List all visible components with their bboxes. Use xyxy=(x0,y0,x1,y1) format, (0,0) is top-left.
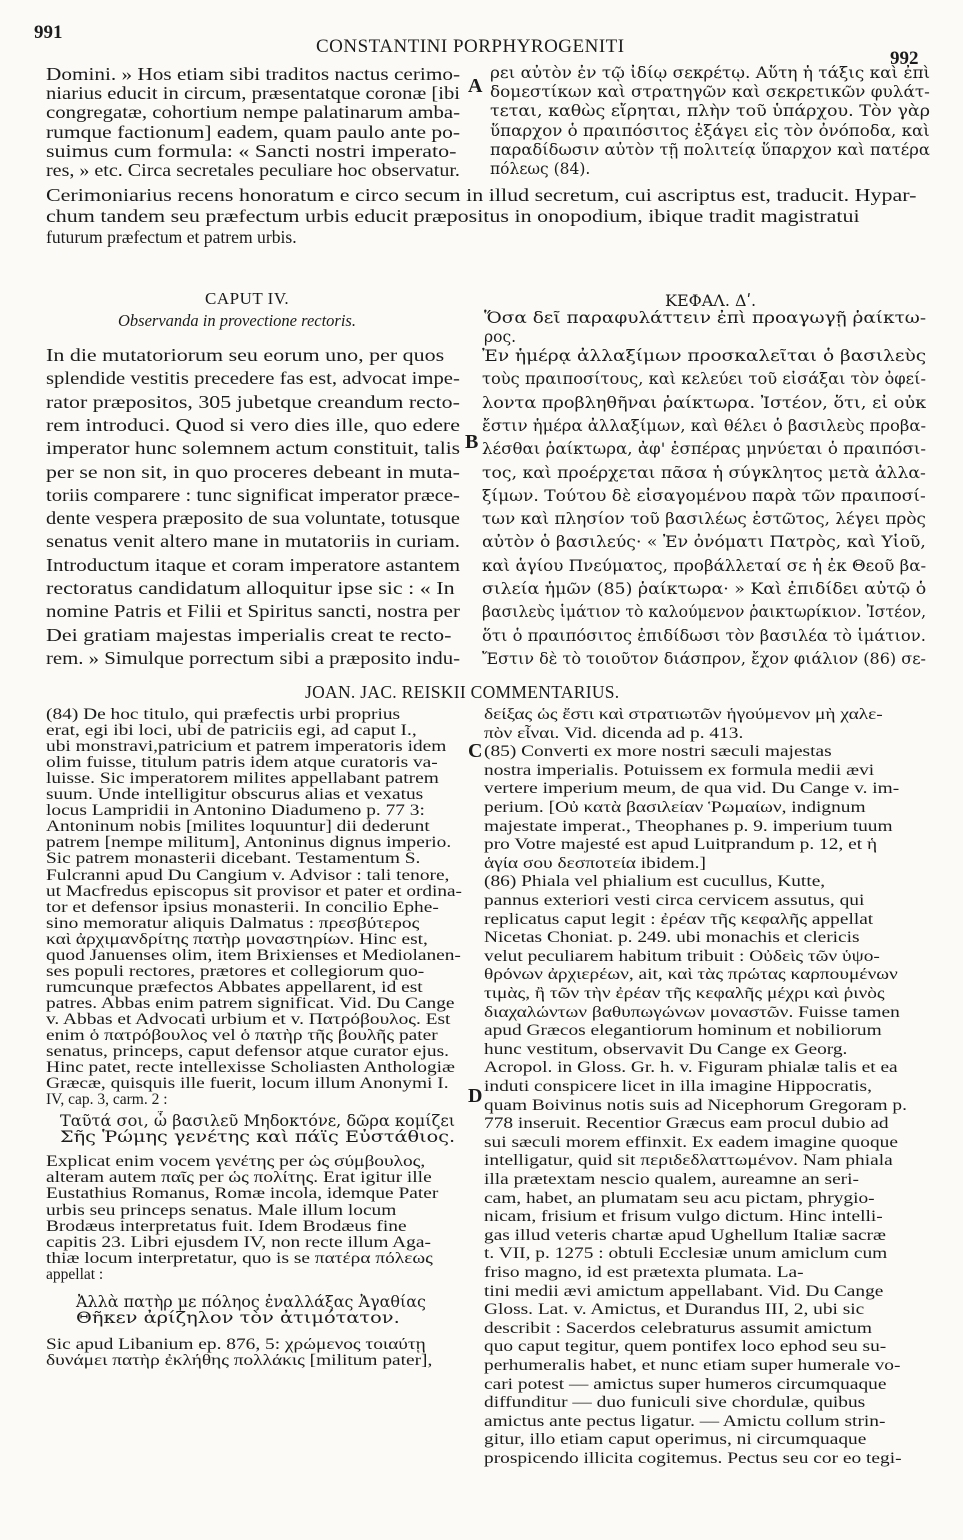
text-line: sui sæculi morem effinxit. Ex eadem imagine quoque xyxy=(484,1133,898,1151)
text-line: thiæ locum interpretatur, quo is se πατέρα πόλεως xyxy=(46,1249,433,1267)
text-line: διαχαλώντων βαθυπωγώνων μοναστῶν. Fuisse tamen xyxy=(484,1003,900,1021)
text-line: τοὺς πραιποσίτους, καὶ κελεύει τοῦ εἰσάξαι τὸν ὀφεί- xyxy=(482,370,926,389)
text-line: locus Lampridii in Antonino Diadumeno p. 77 3: xyxy=(46,802,425,820)
text-line: rumcunque præfectos Abbates appellarent, id est xyxy=(46,978,423,996)
text-line: gas illud veteris chartæ apud Ughellum Italiæ sacræ xyxy=(484,1226,886,1244)
text-line: τεται, καθὼς εἴρηται, πλὴν τοῦ ὑπάρχου. Τὸν γὰρ xyxy=(490,102,930,121)
text-line: Ἀλλὰ πατὴρ με πόληος ἐναλλάξας Ἀγαθίας xyxy=(76,1292,427,1311)
text-line: diffunditur — duo funiculi sive chordulæ, quibus xyxy=(484,1394,866,1412)
column-marker-d: D xyxy=(468,1085,483,1107)
text-line: tini medii ævi amictum appellabant. Vid. Du Cange xyxy=(484,1282,884,1300)
text-line: nostra imperialis. Potuissem ex formula medii ævi xyxy=(484,761,875,779)
text-line: Nicetas Choniat. p. 249. ubi monachis et clericis xyxy=(484,929,860,947)
text-line: patrem [nempe militum], Antoninus dignus imperio. xyxy=(46,834,452,852)
text-line: congregatæ, cohortium nempe palatinarum amba- xyxy=(46,102,461,123)
page-number-left: 991 xyxy=(34,22,63,43)
text-line: perium. [Οὐ κατὰ βασιλείαν Ῥωμαίων, indignum xyxy=(484,799,866,816)
text-line: Θῆκεν ἀρίζηλον τὸν ἀτιμότατον. xyxy=(76,1308,400,1327)
text-line: cam, habet, an plumatam seu acu pictam, phrygio- xyxy=(484,1189,875,1207)
text-line: quod Januenses olim, item Brixienses et Mediolanen- xyxy=(46,946,461,964)
text-line: rumque factionum] eadem, quam paulo ante po- xyxy=(46,121,461,142)
text-line: ὅτι ὁ πραιπόσιτος ἐπιδίδωσι τὸν βασιλέα τὸ ἱμάτιον. xyxy=(482,626,926,645)
column-marker-c: C xyxy=(468,740,483,762)
text-line: amictus ante pectus ligatur. — Amictu collum strin- xyxy=(484,1412,886,1430)
text-line: ubi monstravi,patricium et patrem imperatoris idem xyxy=(46,738,447,756)
text-line: toriis comparere : tunc significat imperator præce- xyxy=(46,484,460,505)
text-line: res, » etc. Circa secretales peculiare hoc observatur. xyxy=(46,160,460,180)
text-line: Ὅσα δεῖ παραφυλάττειν ἐπὶ προαγωγῇ ῥαίκτω- xyxy=(484,309,927,327)
text-line: appellat : xyxy=(46,1265,104,1283)
text-line: capitis 23. Libri ejusdem IV, non recte illum Aga- xyxy=(46,1233,431,1251)
text-line: Græcæ, quisquis ille fuerit, locum illum Anonymi I. xyxy=(46,1075,449,1093)
text-line: λέσθαι ῥαίκτωρα, ἀφ' ἑσπέρας μηνύεται ὁ πραιπόσι- xyxy=(482,440,927,459)
text-line: majestate imperat., Theophanes p. 9. imperium tuum xyxy=(484,817,893,835)
text-line: τος, καὶ προέρχεται πᾶσα ἡ σύγκλητος μετὰ ἀλλα- xyxy=(482,463,926,482)
text-line: tor et defensor ipsius monasterii. In concilio Ephe- xyxy=(46,898,439,916)
text-line: luisse. Sic imperatorem milites appellabant patrem xyxy=(46,770,439,788)
text-line: suimus cum formula: « Sancti nostri imperato- xyxy=(46,140,457,161)
text-line: friso magno, id est prætexta plumata. La- xyxy=(484,1264,804,1281)
text-line: λοντα προβληθῆναι ῥαίκτωρα. Ἰστέον, ὅτι, εἰ οὐκ xyxy=(482,393,927,412)
text-line: hunc vestitum, observavit Du Cange ex Georg. xyxy=(484,1040,848,1058)
text-line: τιμὰς, ἢ τῶν τὴν ἐρέαν τῆς κεφαλῆς μέχρι καὶ ῥινὸς xyxy=(484,985,885,1002)
text-line: Hinc patet, recte intellexisse Scholiasten Anthologiæ xyxy=(46,1059,455,1077)
text-line: ἔστιν ἡμέρα ἀλλαξίμων, καὶ θέλει ὁ βασιλεὺς προβα- xyxy=(482,416,927,435)
text-line: describit : Sacerdos celebraturus assumit amictum xyxy=(484,1319,872,1337)
text-line: δείξας ὡς ἔστι καὶ στρατιωτῶν ἡγούμενον μὴ χαλε- xyxy=(484,706,883,723)
page-number-right: 992 xyxy=(890,48,919,69)
text-line: βασιλεὺς ἱμάτιον τὸ καλούμενον ῥαικτωρίκιον. Ἰστέον, xyxy=(482,603,927,622)
text-line: Eustathius Romanus, Romæ incola, idemque Pater xyxy=(46,1185,439,1203)
text-line: rem. » Simulque porrectum sibi a præposito indu- xyxy=(46,647,461,668)
text-line: Cerimoniarius recens honoratum e circo secum in illud secretum, cui ascriptus est, traducit. Hypar- xyxy=(46,185,917,205)
text-line: dente vespera præposito de sua voluntate, totusque xyxy=(46,508,460,529)
text-line: erat, egi ibi loci, ubi de patriciis egi, ad caput I., xyxy=(46,722,417,740)
text-line: illa prætextam nescio qualem, aureamne an seri- xyxy=(484,1171,859,1188)
commentary-header: JOAN. JAC. REISKII COMMENTARIUS. xyxy=(305,682,620,702)
text-line: ἁγία σου δεσποτεία ibidem.] xyxy=(484,854,706,872)
text-line: rator præpositos, 305 jubetque creandum recto- xyxy=(46,391,460,412)
text-line: Introductum itaque et coram imperatore astantem xyxy=(46,554,461,575)
text-line: ὕπαρχον ὁ πραιπόσιτος ἐξάγει εἰς τὸν ὀνόποδα, καὶ xyxy=(490,121,930,140)
text-line: αὐτὸν ὁ βασιλεύς· « Ἐν ὀνόματι Πατρὸς, καὶ Υἱοῦ, xyxy=(482,533,926,552)
text-line: πὸν εἶναι. Vid. dicenda ad p. 413. xyxy=(484,724,744,742)
text-line: Fulcranni apud Du Cangium v. Advisor : tali tenore, xyxy=(46,866,450,884)
text-line: sino memoratur aliquis Dalmatus : πρεσβύτερος xyxy=(46,914,420,932)
text-line: Ταῦτά σοι, ὦ βασιλεῦ Μηδοκτόνε, δῶρα κομίζει xyxy=(60,1112,456,1131)
caput-subtitle: Observanda in provectione rectoris. xyxy=(118,311,356,330)
text-line: suum. Unde intelligitur obscurus alias et vexatus xyxy=(46,786,424,804)
text-line: 778 inseruit. Recentior Græcus eam procul dubio ad xyxy=(484,1115,889,1133)
text-line: senatus, princeps, caput defensor atque curator ejus. xyxy=(46,1043,449,1061)
text-line: σιλεία ἡμῶν (85) ῥαίκτωρα· » Καὶ ἐπιδίδει αὐτῷ ὁ xyxy=(482,580,927,598)
text-line: ut Macfredus episcopus sit provisor et pater et ordina- xyxy=(46,882,462,900)
text-line: pannus exteriori vesti circa cervicem assutus, qui xyxy=(484,892,865,909)
text-line: prospicendo illicita cogitemus. Pectus seu cor eo tegi- xyxy=(484,1450,902,1467)
text-line: apud Græcos elegantiorum hominum et nobiliorum xyxy=(484,1022,882,1040)
text-line: (86) Phiala vel phialium est cucullus, Kutte, xyxy=(484,873,826,891)
text-line: velut peculiarem habitum tribuit : Οὐδεὶς τῶν ὑψο- xyxy=(484,947,880,965)
text-line: In die mutatoriorum seu eorum uno, per quos xyxy=(46,345,445,365)
text-line: enim ὁ πατρόβουλος vel ὁ πατὴρ τῆς βουλῆς pater xyxy=(46,1027,438,1044)
text-line: pro Votre majesté est apud Luitprandum p. 12, et ἡ xyxy=(484,836,878,854)
text-line: v. Abbas et Advocati urbium et v. Πατρόβουλος. Est xyxy=(46,1010,451,1028)
text-line: IV, cap. 3, carm. 2 : xyxy=(46,1091,168,1109)
text-line: καὶ ἁγίου Πνεύματος, προβάλλεταί σε ἡ ἐκ Θεοῦ βα- xyxy=(482,556,927,575)
text-line: gitur, illo etiam caput operimus, ni circumquaque xyxy=(484,1431,867,1449)
column-marker-a: A xyxy=(468,75,483,97)
text-line: Explicat enim vocem γενέτης per ὡς σύμβουλος, xyxy=(46,1153,426,1171)
text-line: Sic apud Libanium ep. 876, 5: χρώμενος τοιαύτῃ xyxy=(46,1335,426,1353)
text-line: quam Boivinus notis suis ad Nicephorum Gregoram p. xyxy=(484,1096,907,1114)
text-line: Gloss. Lat. v. Amictus, et Durandus III, 2, ubi sic xyxy=(484,1301,865,1319)
text-line: rem introduci. Quod si vero dies ille, quo edere xyxy=(46,414,460,435)
text-line: senatus venit altero mane in mutatoriis in curiam. xyxy=(46,531,460,552)
text-line: παραδίδωσιν αὐτὸν τῇ πολιτείᾳ ὕπαρχον καὶ πατέρα xyxy=(490,140,930,159)
text-line: Σῆς Ῥώμης γενέτης καὶ πάϊς Εὐστάθιος. xyxy=(60,1128,456,1147)
text-line: nicam, frisium et frisum vulgo dictum. Hinc intelli- xyxy=(484,1208,883,1226)
text-line: Brodæus interpretatus fuit. Idem Brodæus fine xyxy=(46,1217,407,1235)
text-line: (84) De hoc titulo, qui præfectis urbi proprius xyxy=(46,706,401,723)
text-line: Acropol. in Gloss. Gr. h. v. Figuram phialæ talis et ea xyxy=(484,1059,898,1077)
text-line: Sic patrem monasterii dicebant. Testamentum S. xyxy=(46,850,421,868)
text-line: (85) Converti ex more nostri sæculi majestas xyxy=(484,743,832,761)
text-line: induti conspicere licet in illa imagine Hippocratis, xyxy=(484,1078,872,1095)
text-line: rectoratus candidatum alloquitur ipse sic : « In xyxy=(46,578,455,598)
text-line: patres. Abbas enim patrem significat. Vid. Du Cange xyxy=(46,994,455,1012)
text-line: vertere imperium meum, de qua vid. Du Cange v. im- xyxy=(484,780,900,798)
text-line: καὶ ἀρχιμανδρίτης πατὴρ μοναστηρίων. Hinc est, xyxy=(46,930,428,948)
text-line: chum tandem seu præfectum urbis educit præpositus in onopodium, ibique tradit magistratui xyxy=(46,206,860,226)
text-line: Antoninum nobis [milites loquuntur] dii dederunt xyxy=(46,818,430,836)
text-line: futurum præfectum et patrem urbis. xyxy=(46,227,297,247)
text-line: olim fuisse, titulum patris idem atque curatoris va- xyxy=(46,754,438,772)
text-line: Ἐν ἡμέρᾳ ἀλλαξίμων προσκαλεῖται ὁ βασιλεὺς xyxy=(482,347,927,365)
running-title: CONSTANTINI PORPHYROGENITI xyxy=(316,36,625,57)
text-line: niarius educit in circum, præsentatque coronæ [ibi xyxy=(46,83,461,104)
text-line: Dei gratiam majestas imperialis creat te recto- xyxy=(46,624,452,645)
text-line: Domini. » Hos etiam sibi traditos nactus cerimo- xyxy=(46,64,461,84)
text-line: intelligatur, quid sit περιδεδλαττωμένον. Nam phiala xyxy=(484,1152,893,1170)
text-line: perhumeralis habet, et nunc etiam super humerale vo- xyxy=(484,1357,901,1374)
text-line: t. VII, p. 1275 : obtuli Ecclesiæ unum amiclum cum xyxy=(484,1245,888,1263)
text-line: δομεστίκων καὶ στρατηγῶν καὶ σεκρετικῶν φυλάτ- xyxy=(490,83,930,102)
text-line: ξίμων. Τούτου δὲ εἰσαγομένου παρὰ τῶν πραιποσί- xyxy=(482,486,926,505)
text-line: quo caput tegitur, quem pontifex loco ephod seu su- xyxy=(484,1338,887,1356)
text-line: replicatus caput legit : ἐρέαν τῆς κεφαλῆς appellat xyxy=(484,910,874,928)
text-line: ρος. xyxy=(484,328,517,346)
text-line: cari potest — amictus super humeros circumquaque xyxy=(484,1375,887,1393)
text-line: splendide vestitis precedere fas est, advocat impe- xyxy=(46,368,460,389)
column-marker-b: B xyxy=(465,431,479,453)
text-line: per se non sit, in quo proceres debeant in muta- xyxy=(46,461,460,482)
text-line: alteram autem παῖς per ὡς πολίτης. Erat igitur ille xyxy=(46,1169,432,1187)
text-line: των καὶ πλησίον τοῦ βασιλέως ἑστῶτος, λέγει πρὸς xyxy=(482,510,926,529)
text-line: δυνάμει πατὴρ ἐκλήθης πολλάκις [militum pater], xyxy=(46,1351,433,1369)
text-line: ses populi rectores, prætores et collegiorum quo- xyxy=(46,962,425,980)
text-line: nomine Patris et Filii et Spiritus sancti, nostra per xyxy=(46,601,460,622)
text-line: πόλεως (84). xyxy=(490,160,591,178)
text-line: urbis seu princeps senatus. Male illum locum xyxy=(46,1201,397,1219)
text-line: Ἔστιν δὲ τὸ τοιοῦτον διάσπρον, ἔχον φιάλιον (86) σε- xyxy=(482,649,926,668)
text-line: θρόνων ἀρχιερέων, ait, καὶ τὰς πρώτας καρπουμένων xyxy=(484,966,898,984)
text-line: imperator hunc solemnem actum constituit, talis xyxy=(46,438,461,459)
text-line: ρει αὐτὸν ἐν τῷ ἰδίῳ σεκρέτῳ. Αὕτη ἡ τάξις καὶ ἐπὶ xyxy=(490,64,931,82)
caput-title: CAPUT IV. xyxy=(205,289,290,308)
kephal-title: ΚΕΦΑΛ. Δʹ. xyxy=(665,291,757,310)
